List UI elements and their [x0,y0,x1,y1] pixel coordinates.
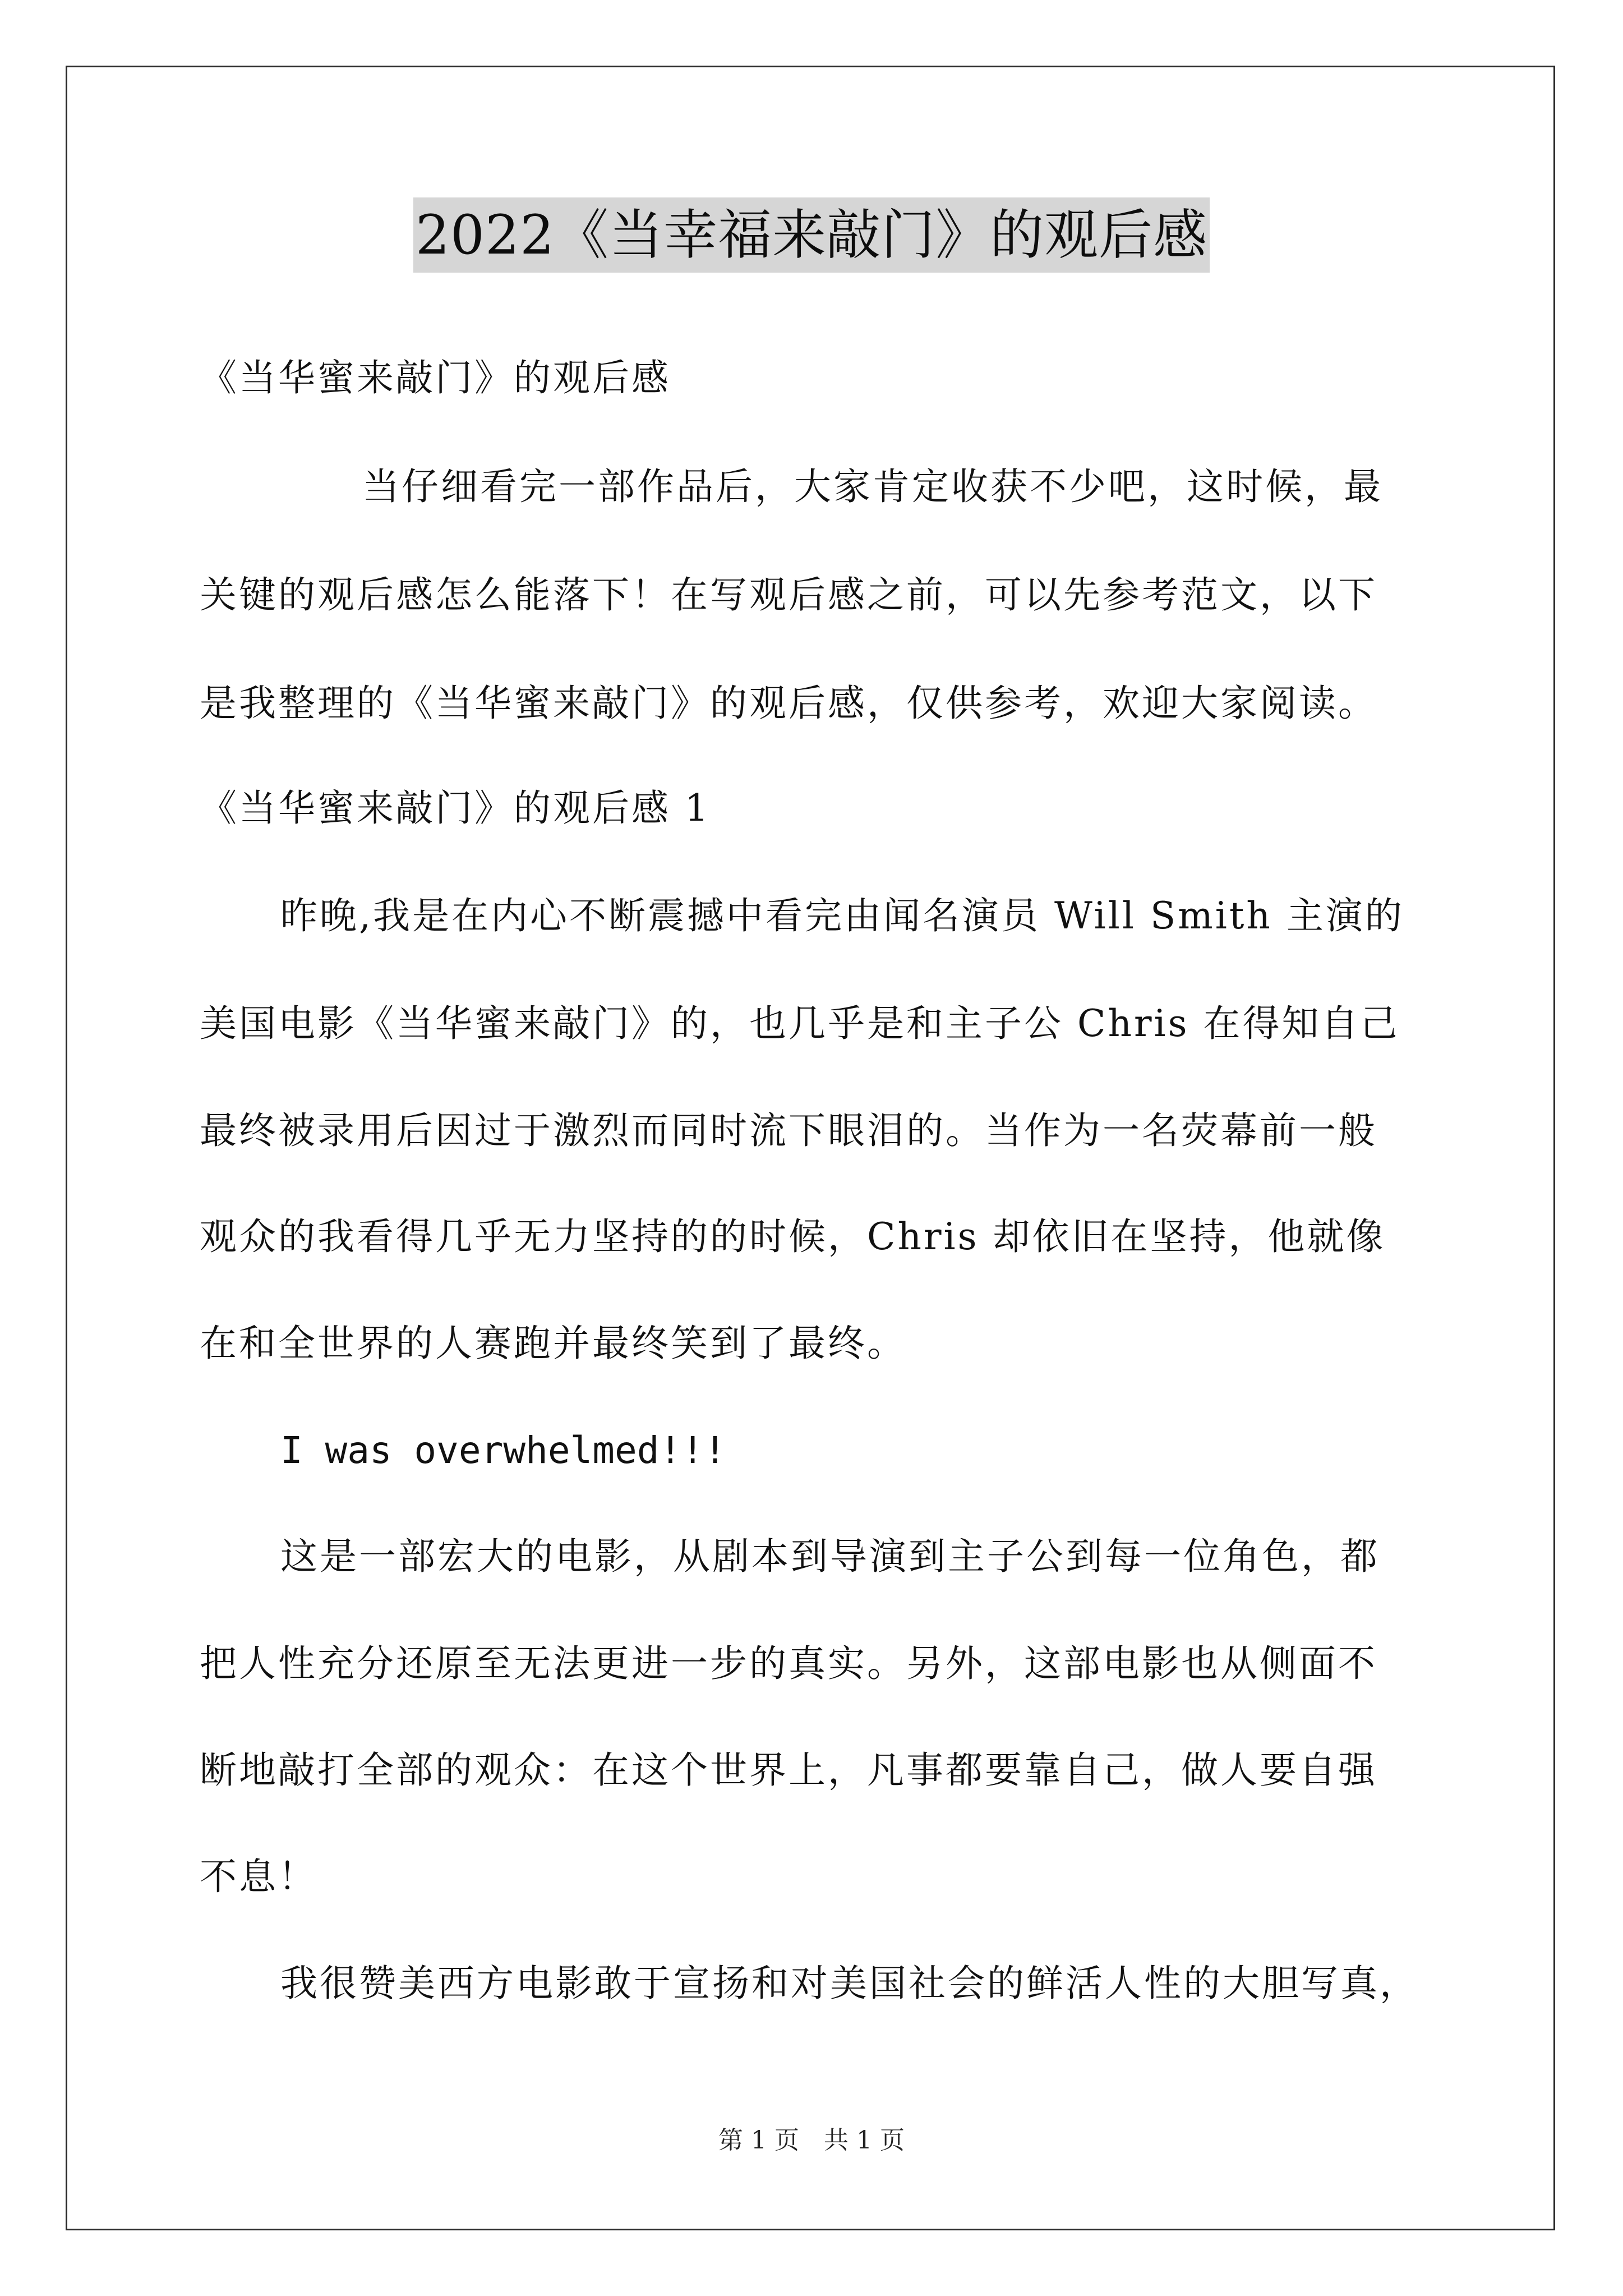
paragraph-line: 在和全世界的人赛跑并最终笑到了最终。 [200,1322,906,1365]
paragraph-line: 关键的观后感怎么能落下！在写观后感之前，可以先参考范文，以下 [200,573,1377,616]
subtitle-line: 《当华蜜来敲门》的观后感 [200,356,671,399]
paragraph-line: 不息！ [200,1855,317,1898]
paragraph-line: 美国电影《当华蜜来敲门》的，也几乎是和主子公 Chris 在得知自己 [200,1002,1400,1045]
paragraph-line: 观众的我看得几乎无力坚持的的时候，Chris 却依旧在坚持，他就像 [200,1215,1386,1258]
paragraph-line: 断地敲打全部的观众：在这个世界上，凡事都要靠自己，做人要自强 [200,1749,1377,1792]
document-title: 2022《当幸福来敲门》的观后感 [413,197,1210,273]
paragraph-line: 是我整理的《当华蜜来敲门》的观后感，仅供参考，欢迎大家阅读。 [200,682,1377,725]
paragraph-line: 我很赞美西方电影敢于宣扬和对美国社会的鲜活人性的大胆写真， [280,1962,1419,2005]
paragraph-line: 当仔细看完一部作品后，大家肯定收获不少吧，这时候，最 [362,465,1383,508]
page-number: 第 1 页 共 1 页 [718,2126,905,2155]
paragraph-line: 把人性充分还原至无法更进一步的真实。另外，这部电影也从侧面不 [200,1642,1377,1685]
exclamation-line: I was overwhelmed!!! [280,1429,726,1472]
paragraph-line: 这是一部宏大的电影，从剧本到导演到主子公到每一位角色，都 [280,1535,1380,1578]
title-container [0,197,1623,273]
section-heading: 《当华蜜来敲门》的观后感 1 [200,786,711,830]
paragraph-line: 昨晚,我是在内心不断震撼中看完由闻名演员 Will Smith 主演的 [280,894,1404,937]
paragraph-line: 最终被录用后因过于激烈而同时流下眼泪的。当作为一名荧幕前一般 [200,1109,1377,1152]
